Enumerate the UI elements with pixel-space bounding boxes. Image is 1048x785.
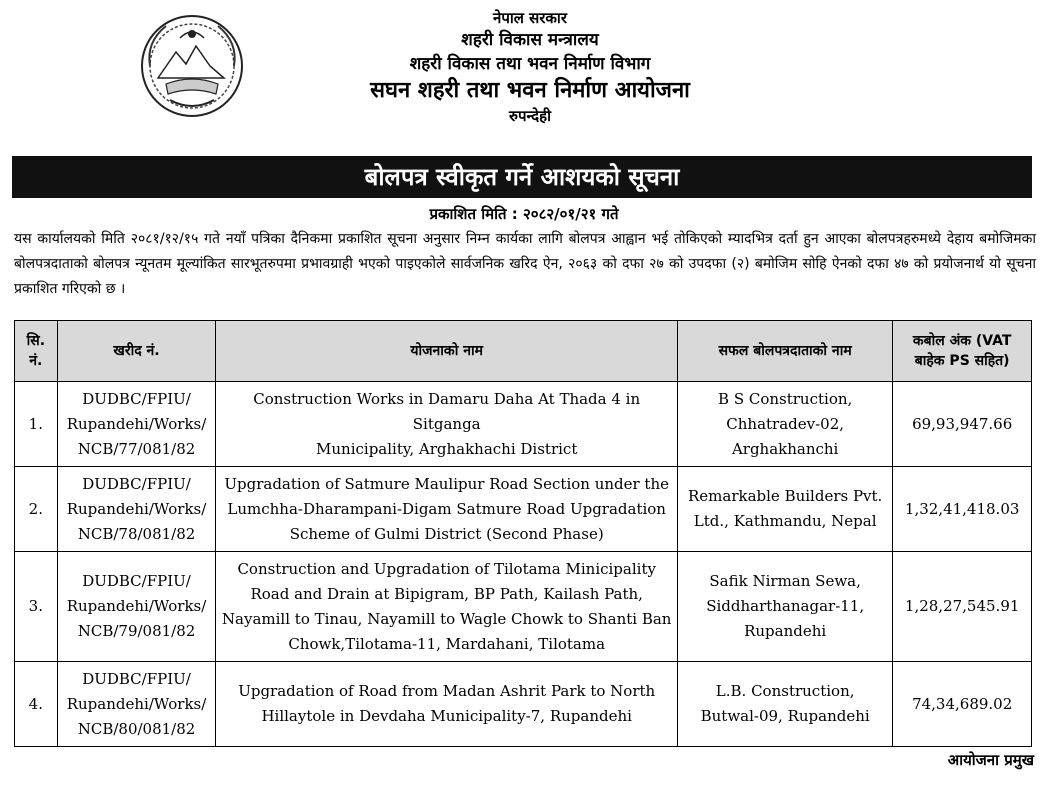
table-row <box>15 662 1032 747</box>
header-bidder: सफल बोलपत्रदाताको नाम <box>677 321 892 382</box>
ministry-name: शहरी विकास मन्त्रालय <box>461 30 599 50</box>
row-sn: 1. <box>15 382 58 467</box>
signature-title: आयोजना प्रमुख <box>947 751 1034 769</box>
row-sn: 4. <box>15 662 58 747</box>
table-row <box>15 552 1032 662</box>
project-name: सघन शहरी तथा भवन निर्माण आयोजना <box>370 78 690 103</box>
row-bidder: B S Construction, Chhatradev-02, Arghakhanchi <box>677 382 892 467</box>
table-row <box>15 382 1032 467</box>
notice-title-banner: बोलपत्र स्वीकृत गर्ने आशयको सूचना <box>12 156 1032 198</box>
row-procurement-no: DUDBC/FPIU/ Rupandehi/Works/ NCB/77/081/82 <box>57 382 216 467</box>
department-name: शहरी विकास तथा भवन निर्माण विभाग <box>409 54 651 74</box>
header-project-name: योजनाको नाम <box>216 321 678 382</box>
row-procurement-no: DUDBC/FPIU/ Rupandehi/Works/ NCB/78/081/82 <box>57 467 216 552</box>
bid-award-table <box>14 320 1032 747</box>
row-project-name: Construction and Upgradation of Tilotama Minicipality Road and Drain at Bipigram, BP Path, Kailash Path, Nayamill to Tinau, Nayamill to Wagle Chowk to Shanti Ban Chowk,Tilotama-11, Mardahani, Tilotama <box>216 552 678 662</box>
row-procurement-no: DUDBC/FPIU/ Rupandehi/Works/ NCB/80/081/82 <box>57 662 216 747</box>
row-project-name: Construction Works in Damaru Daha At Thada 4 in Sitganga Municipality, Arghakhachi District <box>216 382 678 467</box>
header-procurement-no: खरीद नं. <box>57 321 216 382</box>
header-sn: सि. नं. <box>15 321 58 382</box>
row-sn: 2. <box>15 467 58 552</box>
row-sn: 3. <box>15 552 58 662</box>
row-amount: 1,32,41,418.03 <box>893 467 1032 552</box>
row-amount: 1,28,27,545.91 <box>893 552 1032 662</box>
government-name: नेपाल सरकार <box>493 9 567 27</box>
published-date: प्रकाशित मिति : २०८२/०१/२१ गते <box>429 205 619 223</box>
row-bidder: Safik Nirman Sewa, Siddharthanagar-11, Rupandehi <box>677 552 892 662</box>
row-project-name: Upgradation of Satmure Maulipur Road Section under the Lumchha-Dharampani-Digam Satmure Road Upgradation Scheme of Gulmi District (Second Phase) <box>216 467 678 552</box>
row-project-name: Upgradation of Road from Madan Ashrit Park to North Hillaytole in Devdaha Municipality-7, Rupandehi <box>216 662 678 747</box>
table-row <box>15 467 1032 552</box>
notice-body: यस कार्यालयको मिति २०८१/१२/१५ गते नयाँ पत्रिका दैनिकमा प्रकाशित सूचना अनुसार निम्न कार्यका लागि बोलपत्र आह्वान भई तोकिएको म्यादभित्र दर्ता हुन आएका बोलपत्रहरुमध्ये देहाय बमोजिमका बोलपत्रदाताको बोलपत्र न्यूनतम मूल्यांकित सारभूतरुपमा प्रभावग्राही भएको पाइएकोले सार्वजनिक खरिद ऐन, २०६३ को दफा २७ को उपदफा (२) बमोजिम सोहि ऐनको दफा ४७ को प्रयोजनार्थ यो सूचना प्रकाशित गरिएको छ । <box>14 231 1036 297</box>
office-location: रुपन्देही <box>509 107 551 125</box>
nepal-government-emblem-icon <box>138 12 246 120</box>
row-amount: 74,34,689.02 <box>893 662 1032 747</box>
header-amount: कबोल अंक (VAT बाहेक PS सहित) <box>893 321 1032 382</box>
row-amount: 69,93,947.66 <box>893 382 1032 467</box>
row-bidder: L.B. Construction, Butwal-09, Rupandehi <box>677 662 892 747</box>
table-header-row <box>15 321 1032 382</box>
row-procurement-no: DUDBC/FPIU/ Rupandehi/Works/ NCB/79/081/82 <box>57 552 216 662</box>
office-header <box>250 8 810 126</box>
row-bidder: Remarkable Builders Pvt. Ltd., Kathmandu, Nepal <box>677 467 892 552</box>
